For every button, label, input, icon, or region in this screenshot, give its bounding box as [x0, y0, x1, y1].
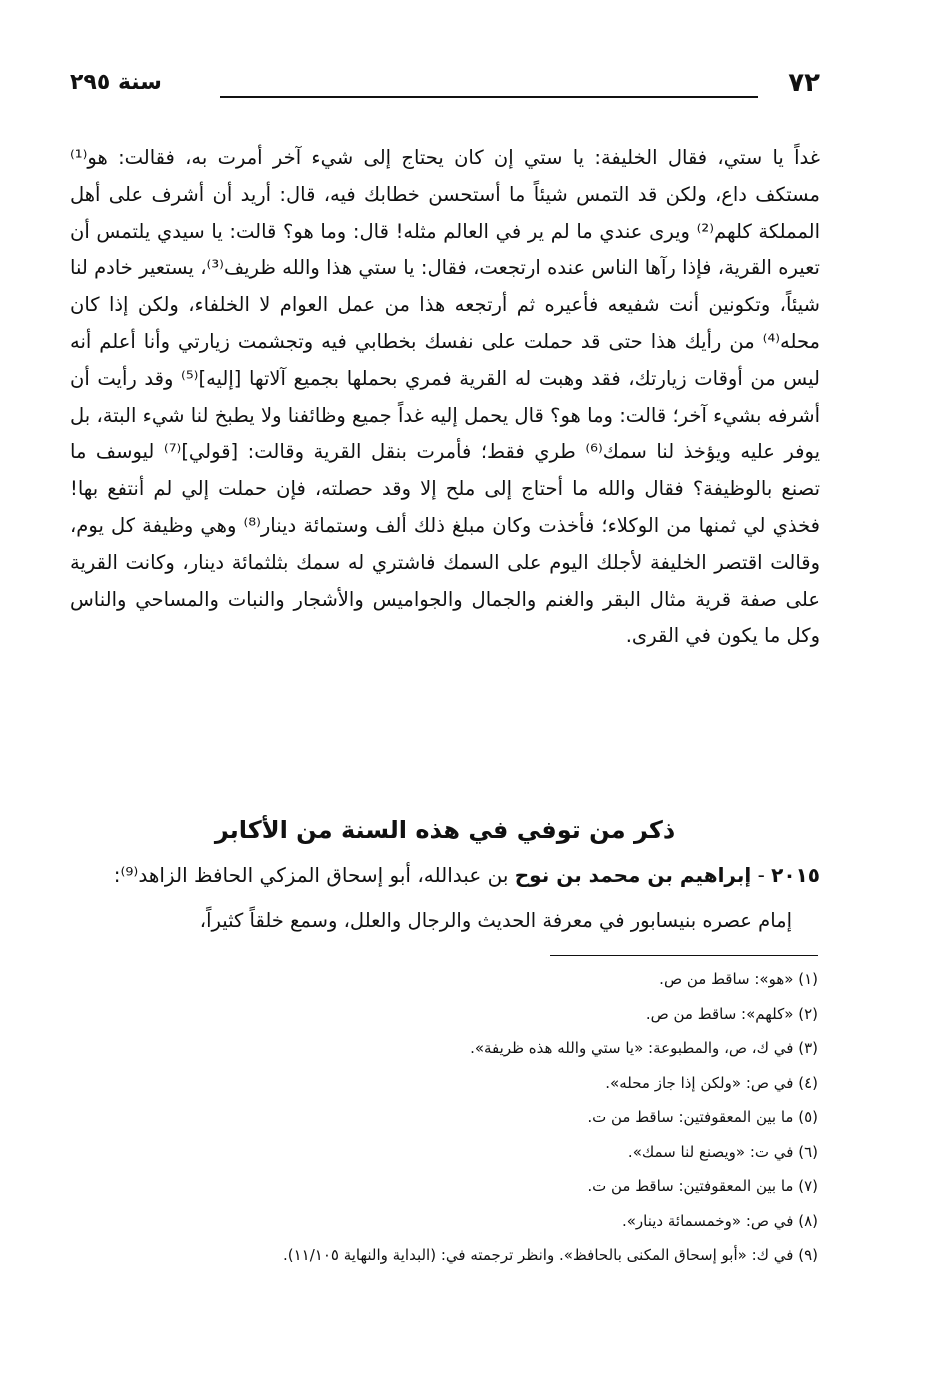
header-rule — [220, 96, 758, 98]
footnote: (٦) في ت: «ويصنع لنا سمك». — [627, 1142, 818, 1161]
footnote: (٥) ما بين المعقوفتين: ساقط من ت. — [587, 1108, 818, 1126]
entry-number: ٢٠١٥ — [771, 863, 820, 887]
section-heading: ذكر من توفي في هذه السنة من الأكابر — [214, 816, 676, 844]
footnote: (٣) في ك، ص، والمطبوعة: «يا ستي والله هذه ظريفة». — [470, 1039, 818, 1057]
footnote-rule — [550, 955, 818, 956]
running-head: سنة ٢٩٥ — [70, 70, 162, 95]
page-header — [70, 68, 820, 108]
footnote: (٧) ما بين المعقوفتين: ساقط من ت. — [587, 1177, 818, 1195]
entry-dash: - — [751, 863, 765, 887]
footnotes-list — [100, 962, 818, 1273]
footnote: (٩) في ك: «أبو إسحاق المكنى بالحافظ». وانظر ترجمته في: (البداية والنهاية ١١/١٠٥). — [282, 1246, 818, 1264]
footnote: (٢) «كلهم»: ساقط من ص. — [645, 1004, 818, 1023]
footnote: (٨) في ص: «وخمسمائة دينار». — [621, 1211, 818, 1230]
entry-name-rest: بن عبدالله، أبو إسحاق المزكي الحافظ الزاهد⁽⁹⁾: — [113, 863, 509, 887]
entry-text: إمام عصره بنيسابور في معرفة الحديث والرجال والعلل، وسمع خلقاً كثيراً، — [199, 909, 792, 932]
entry-name: إبراهيم بن محمد بن نوح — [514, 863, 752, 887]
footnote: (٤) في ص: «ولكن إذا جاز محله». — [605, 1073, 818, 1092]
entry-heading — [70, 858, 820, 892]
page-number: ٧٢ — [788, 68, 820, 98]
footnote: (١) «هو»: ساقط من ص. — [659, 970, 818, 988]
body-paragraph: غداً يا ستي، فقال الخليفة: يا ستي إن كان يحتاج إلى شيء آخر أمرت به، فقالت: هو⁽¹⁾ مستكف داع، ولكن قد التمس شيئاً ما أستحسن خطابك فيه، قال: أريد أن أشرف على أهل المملكة كلهم⁽²⁾ ويرى عندي ما لم ير في العالم مثله! قال: وما هو؟ قالت: يا سيدي يلتمس أن تعيره القرية، فإذا رآها الناس عنده ارتجعت، فقال: يا ستي هذا والله ظريف⁽³⁾، يستعير خادم لنا شيئاً، وتكونين أنت شفيعه فأعيره ثم أرتجعه هذا من عمل العوام لا الخلفاء، ولكن إذا كان محله⁽⁴⁾ من رأيك هذا حتى قد حملت على نفسك بخطابي فيه وتجشمت زيارتي وأنا أعلم أنه ليس من أوقات زيارتك، فقد وهبت له القرية فمري بحملها بجميع آلاتها [إليه]⁽⁵⁾ وقد رأيت أن أشرفه بشيء آخر؛ قالت: وما هو؟ قال يحمل إليه غداً جميع وظائفنا ولا يطبخ لنا شيء البتة، بل يوفر عليه ويؤخذ لنا سمك⁽⁶⁾ طري فقط؛ فأمرت بنقل القرية وقالت: [قولي]⁽⁷⁾ ليوسف ما تصنع بالوظيفة؟ فقال والله ما أحتاج إلى ملح إلا وقد حصلته، فإن حملت إلي لم أنتفع بها! فخذي لي ثمنها من الوكلاء؛ فأخذت وكان مبلغ ذلك ألف وستمائة دينار⁽⁸⁾ وهي وظيفة كل يوم، وقالت اقتصر الخليفة لأجلك اليوم على السمك فاشتري له سمك بثلثمائة دينار، وكانت القرية على صفة قرية مثال البقر والغنم والجمال والجواميس والأشجار والنبات والمساحي والناس وكل ما يكون في القرى. — [70, 146, 821, 648]
